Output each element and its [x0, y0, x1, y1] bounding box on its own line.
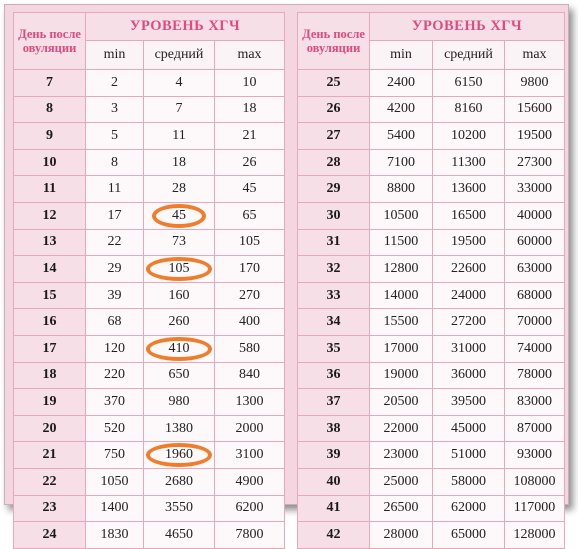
table-row	[14, 96, 285, 123]
table-row	[14, 256, 285, 283]
average-value: 45	[172, 207, 186, 223]
average-cell: 24000	[433, 282, 505, 309]
min-cell: 19000	[370, 362, 433, 389]
max-cell: 21	[215, 123, 285, 150]
day-cell: 16	[14, 309, 86, 336]
max-cell: 3100	[215, 442, 285, 469]
day-cell: 36	[298, 362, 370, 389]
day-cell: 34	[298, 309, 370, 336]
average-cell: 28	[144, 176, 215, 203]
table-row	[298, 335, 565, 362]
max-cell: 270	[215, 282, 285, 309]
min-cell: 120	[86, 335, 144, 362]
average-cell: 6150	[433, 70, 505, 97]
table-row	[298, 389, 565, 416]
min-cell: 8800	[370, 176, 433, 203]
day-cell: 11	[14, 176, 86, 203]
day-cell: 18	[14, 362, 86, 389]
table-row	[298, 442, 565, 469]
min-header: min	[370, 41, 433, 70]
average-cell: 2680	[144, 468, 215, 495]
average-header: средний	[144, 41, 215, 70]
max-cell: 78000	[505, 362, 565, 389]
average-cell: 73	[144, 229, 215, 256]
table-row	[14, 415, 285, 442]
table-row	[14, 282, 285, 309]
min-cell: 68	[86, 309, 144, 336]
day-cell: 14	[14, 256, 86, 283]
day-cell: 8	[14, 96, 86, 123]
day-cell: 40	[298, 468, 370, 495]
hcg-table-card	[4, 4, 569, 542]
max-cell: 40000	[505, 202, 565, 229]
average-cell	[144, 335, 215, 362]
table-row	[14, 389, 285, 416]
hcg-table-left	[13, 12, 285, 549]
min-cell: 1830	[86, 522, 144, 549]
table-row	[298, 362, 565, 389]
table-row	[14, 176, 285, 203]
day-cell: 41	[298, 495, 370, 522]
min-cell: 12800	[370, 256, 433, 283]
max-cell: 580	[215, 335, 285, 362]
day-cell: 21	[14, 442, 86, 469]
min-cell: 23000	[370, 442, 433, 469]
average-cell: 51000	[433, 442, 505, 469]
day-after-ovulation-header: День после овуляции	[14, 13, 86, 70]
max-cell: 400	[215, 309, 285, 336]
average-cell: 27200	[433, 309, 505, 336]
average-cell: 4650	[144, 522, 215, 549]
average-cell: 260	[144, 309, 215, 336]
min-cell: 2400	[370, 70, 433, 97]
max-cell: 26	[215, 149, 285, 176]
table-row	[298, 96, 565, 123]
table-row	[14, 495, 285, 522]
day-cell: 33	[298, 282, 370, 309]
day-cell: 23	[14, 495, 86, 522]
min-cell: 22000	[370, 415, 433, 442]
max-cell: 128000	[505, 522, 565, 549]
day-cell: 12	[14, 202, 86, 229]
max-cell: 105	[215, 229, 285, 256]
day-cell: 7	[14, 70, 86, 97]
min-cell: 20500	[370, 389, 433, 416]
min-cell: 25000	[370, 468, 433, 495]
min-cell: 28000	[370, 522, 433, 549]
table-row	[298, 229, 565, 256]
table-row	[298, 123, 565, 150]
table-row	[298, 522, 565, 549]
table-row	[298, 415, 565, 442]
table-row	[298, 70, 565, 97]
average-cell: 36000	[433, 362, 505, 389]
max-cell: 60000	[505, 229, 565, 256]
average-cell: 65000	[433, 522, 505, 549]
average-cell: 980	[144, 389, 215, 416]
day-cell: 15	[14, 282, 86, 309]
table-row	[298, 149, 565, 176]
day-cell: 9	[14, 123, 86, 150]
max-cell: 87000	[505, 415, 565, 442]
day-cell: 32	[298, 256, 370, 283]
max-cell: 117000	[505, 495, 565, 522]
max-cell: 10	[215, 70, 285, 97]
average-value: 105	[168, 260, 190, 276]
min-cell: 520	[86, 415, 144, 442]
average-cell: 11	[144, 123, 215, 150]
average-cell: 650	[144, 362, 215, 389]
min-cell: 220	[86, 362, 144, 389]
max-cell: 93000	[505, 442, 565, 469]
average-cell: 4	[144, 70, 215, 97]
max-cell: 108000	[505, 468, 565, 495]
min-cell: 11	[86, 176, 144, 203]
min-cell: 17	[86, 202, 144, 229]
min-cell: 750	[86, 442, 144, 469]
min-cell: 10500	[370, 202, 433, 229]
average-cell: 7	[144, 96, 215, 123]
max-cell: 840	[215, 362, 285, 389]
day-cell: 22	[14, 468, 86, 495]
average-cell: 160	[144, 282, 215, 309]
day-cell: 29	[298, 176, 370, 203]
min-cell: 39	[86, 282, 144, 309]
day-cell: 26	[298, 96, 370, 123]
max-header: max	[505, 41, 565, 70]
table-row	[14, 123, 285, 150]
table-row	[14, 202, 285, 229]
average-cell: 1380	[144, 415, 215, 442]
min-cell: 22	[86, 229, 144, 256]
hcg-level-header: УРОВЕНЬ ХГЧ	[370, 13, 565, 41]
table-row	[298, 256, 565, 283]
average-cell	[144, 442, 215, 469]
day-cell: 28	[298, 149, 370, 176]
table-row	[14, 309, 285, 336]
min-cell: 17000	[370, 335, 433, 362]
min-cell: 8	[86, 149, 144, 176]
average-header: средний	[433, 41, 505, 70]
min-cell: 29	[86, 256, 144, 283]
table-row	[298, 468, 565, 495]
max-cell: 9800	[505, 70, 565, 97]
max-cell: 2000	[215, 415, 285, 442]
day-cell: 19	[14, 389, 86, 416]
table-row	[14, 362, 285, 389]
min-cell: 1050	[86, 468, 144, 495]
min-cell: 14000	[370, 282, 433, 309]
day-cell: 35	[298, 335, 370, 362]
average-cell	[144, 202, 215, 229]
day-cell: 39	[298, 442, 370, 469]
min-cell: 5	[86, 123, 144, 150]
max-header: max	[215, 41, 285, 70]
average-cell: 13600	[433, 176, 505, 203]
average-cell: 58000	[433, 468, 505, 495]
day-cell: 25	[298, 70, 370, 97]
day-cell: 38	[298, 415, 370, 442]
average-value: 410	[168, 340, 190, 356]
max-cell: 170	[215, 256, 285, 283]
max-cell: 63000	[505, 256, 565, 283]
table-row	[14, 468, 285, 495]
max-cell: 33000	[505, 176, 565, 203]
average-cell: 22600	[433, 256, 505, 283]
day-cell: 20	[14, 415, 86, 442]
min-cell: 370	[86, 389, 144, 416]
day-cell: 30	[298, 202, 370, 229]
day-cell: 10	[14, 149, 86, 176]
average-cell: 10200	[433, 123, 505, 150]
min-cell: 5400	[370, 123, 433, 150]
average-cell: 39500	[433, 389, 505, 416]
hcg-table-right	[297, 12, 565, 549]
max-cell: 74000	[505, 335, 565, 362]
max-cell: 1300	[215, 389, 285, 416]
max-cell: 18	[215, 96, 285, 123]
average-cell: 8160	[433, 96, 505, 123]
max-cell: 7800	[215, 522, 285, 549]
table-row	[14, 229, 285, 256]
max-cell: 15600	[505, 96, 565, 123]
max-cell: 6200	[215, 495, 285, 522]
max-cell: 65	[215, 202, 285, 229]
table-row	[14, 335, 285, 362]
average-cell: 3550	[144, 495, 215, 522]
table-row	[298, 176, 565, 203]
max-cell: 4900	[215, 468, 285, 495]
max-cell: 68000	[505, 282, 565, 309]
min-cell: 1400	[86, 495, 144, 522]
max-cell: 45	[215, 176, 285, 203]
day-cell: 13	[14, 229, 86, 256]
average-cell: 45000	[433, 415, 505, 442]
min-cell: 26500	[370, 495, 433, 522]
min-cell: 3	[86, 96, 144, 123]
average-cell: 62000	[433, 495, 505, 522]
max-cell: 83000	[505, 389, 565, 416]
max-cell: 27300	[505, 149, 565, 176]
day-cell: 24	[14, 522, 86, 549]
day-after-ovulation-header: День после овуляции	[298, 13, 370, 70]
table-row	[14, 442, 285, 469]
max-cell: 19500	[505, 123, 565, 150]
hcg-level-header: УРОВЕНЬ ХГЧ	[86, 13, 285, 41]
min-cell: 4200	[370, 96, 433, 123]
day-cell: 31	[298, 229, 370, 256]
table-row	[298, 202, 565, 229]
table-row	[14, 522, 285, 549]
table-row	[298, 282, 565, 309]
average-value: 1960	[165, 447, 193, 463]
day-cell: 42	[298, 522, 370, 549]
table-row	[14, 149, 285, 176]
table-row	[298, 309, 565, 336]
table-row	[14, 70, 285, 97]
average-cell: 19500	[433, 229, 505, 256]
max-cell: 70000	[505, 309, 565, 336]
min-header: min	[86, 41, 144, 70]
day-cell: 27	[298, 123, 370, 150]
min-cell: 15500	[370, 309, 433, 336]
day-cell: 37	[298, 389, 370, 416]
day-cell: 17	[14, 335, 86, 362]
average-cell: 18	[144, 149, 215, 176]
average-cell	[144, 256, 215, 283]
min-cell: 2	[86, 70, 144, 97]
min-cell: 11500	[370, 229, 433, 256]
min-cell: 7100	[370, 149, 433, 176]
average-cell: 31000	[433, 335, 505, 362]
average-cell: 11300	[433, 149, 505, 176]
average-cell: 16500	[433, 202, 505, 229]
table-row	[298, 495, 565, 522]
